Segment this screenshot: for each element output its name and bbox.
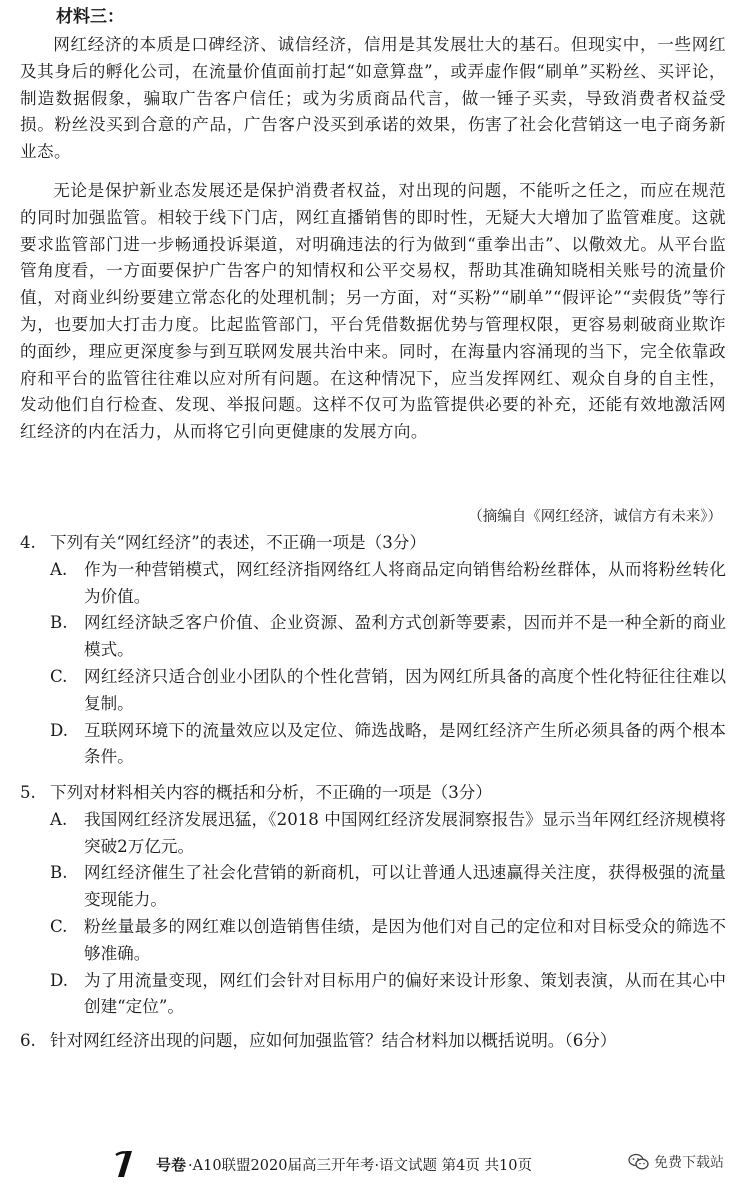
option-letter: B. [50, 613, 68, 633]
option-text: 为了用流量变现，网红们会针对目标用户的偏好来设计形象、策划表演，从而在其心中创建“定位”。 [84, 970, 726, 1017]
watermark [624, 1150, 728, 1174]
option-letter: A. [50, 559, 68, 579]
question-number: 5. [20, 783, 36, 802]
material-heading: 材料三： [56, 7, 124, 27]
option-letter: C. [50, 916, 68, 936]
wechat-icon [628, 1153, 650, 1171]
option-text: 我国网红经济发展迅猛，《2018 中国网红经济发展洞察报告》显示当年网红经济规模将突破2万亿元。 [84, 809, 726, 856]
option-b [50, 860, 726, 914]
option-text: 粉丝量最多的网红难以创造销售佳绩，是因为他们对自己的定位和对目标受众的筛选不够准确。 [84, 916, 726, 963]
option-b [50, 610, 726, 664]
question-4 [20, 530, 726, 771]
material-paragraph-2: 无论是保护新业态发展还是保护消费者权益，对出现的问题，不能听之任之，而应在规范的同时加强监管。相较于线下门店，网红直播销售的即时性，无疑大大增加了监管难度。这就要求监管部门进一步畅通投诉渠道，对明确违法的行为做到“重拳出击”、以儆效尤。从平台监管角度看，一方面要保护广告客户的知情权和公平交易权，帮助其准确知晓相关账号的流量价值，对商业纠纷要建立常态化的处理机制；另一方面，对“买粉”“刷单”“假评论”“卖假货”等行为，也要加大打击力度。比起监管部门，平台凭借数据优势与管理权限，更容易刺破商业欺诈的面纱，理应更深度参与到互联网发展共治中来。同时，在海量内容涌现的当下，完全依靠政府和平台的监管往往难以应对所有问题。在这种情况下，应当发挥网红、观众自身的自主性，发动他们自行检查、发现、举报问题。这样不仅可为监管提供必要的补充，还能有效地激活网红经济的内在活力，从而将它引向更健康的发展方向。 [20, 181, 726, 442]
question-stem: 下列有关“网红经济”的表述，不正确一项是（3分） [50, 533, 426, 552]
brand-logo-icon [112, 1149, 152, 1179]
brand-name: 号卷 [156, 1155, 187, 1174]
question-stem: 针对网红经济出现的问题，应如何加强监管？结合材料加以概括说明。（6分） [50, 1031, 617, 1050]
question-stem: 下列对材料相关内容的概括和分析，不正确的一项是（3分） [50, 783, 492, 802]
option-text: 网红经济只适合创业小团队的个性化营销，因为网红所具备的高度个性化特征往往难以复制。 [84, 666, 726, 713]
footer-text: ·A10联盟2020届高三开年考·语文试题 第4页 共10页 [188, 1157, 532, 1174]
option-letter: C. [50, 666, 68, 686]
option-text: 互联网环境下的流量效应以及定位、筛选战略，是网红经济产生所必须具备的两个根本条件。 [84, 720, 726, 767]
option-c [50, 914, 726, 968]
option-letter: B. [50, 863, 68, 883]
option-text: 网红经济缺乏客户价值、企业资源、盈利方式创新等要素，因而并不是一种全新的商业模式。 [84, 613, 726, 660]
option-d [50, 718, 726, 772]
option-d [50, 968, 726, 1022]
option-c [50, 664, 726, 718]
question-number: 4. [20, 533, 36, 552]
option-text: 作为一种营销模式，网红经济指网络红人将商品定向销售给粉丝群体，从而将粉丝转化为价值。 [84, 559, 726, 606]
question-5 [20, 780, 726, 1021]
option-a [50, 557, 726, 611]
option-text: 网红经济催生了社会化营销的新商机，可以让普通人迅速赢得关注度，获得极强的流量变现能力。 [84, 863, 726, 910]
watermark-text: 免费下载站 [654, 1155, 724, 1171]
material-paragraph-1: 网红经济的本质是口碑经济、诚信经济，信用是其发展壮大的基石。但现实中，一些网红及其身后的孵化公司，在流量价值面前打起“如意算盘”，或弄虚作假“刷单”买粉丝、买评论，制造数据假象，骗取广告客户信任；或为劣质商品代言，做一锤子买卖，导致消费者权益受损。粉丝没买到合意的产品，广告客户没买到承诺的效果，伤害了社会化营销这一电子商务新业态。 [20, 35, 726, 162]
option-letter: A. [50, 809, 68, 829]
option-a [50, 807, 726, 861]
option-letter: D. [50, 720, 68, 740]
option-letter: D. [50, 970, 68, 990]
question-6 [20, 1028, 726, 1055]
source-citation: （摘编自《网红经济，诚信方有未来》） [468, 509, 722, 525]
question-number: 6. [20, 1031, 36, 1050]
